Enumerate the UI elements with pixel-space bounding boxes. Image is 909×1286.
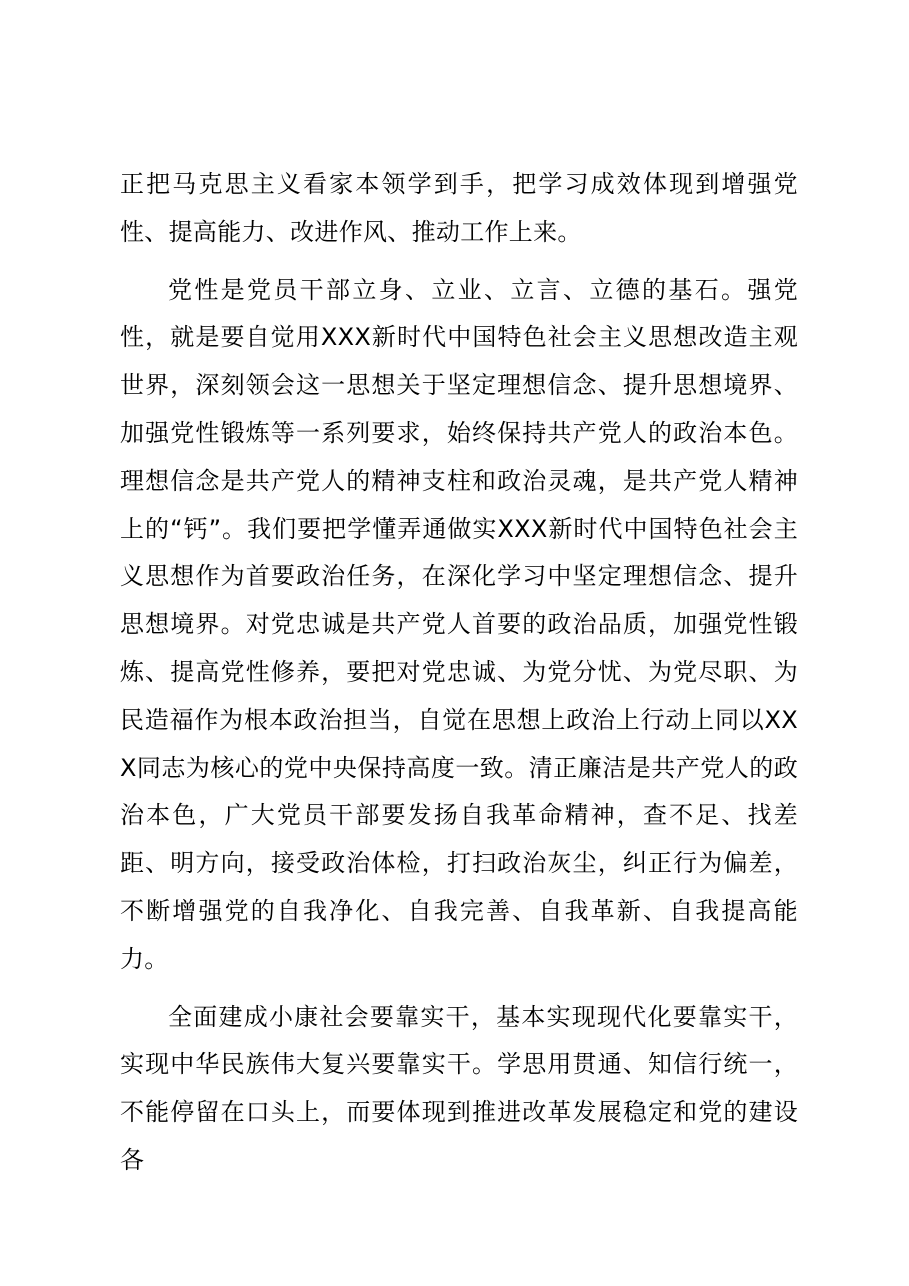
paragraph-practical-work: 全面建成小康社会要靠实干，基本实现现代化要靠实干，实现中华民族伟大复兴要靠实干。学思用贯通、知信行统一，不能停留在口头上，而要体现到推进改革发展稳定和党的建设各 [120,1002,798,1174]
document-body [120,161,798,1185]
paragraph-continuation: 正把马克思主义看家本领学到手，把学习成效体现到增强党性、提高能力、改进作风、推动工作上来。 [120,170,798,246]
paragraph-party-spirit: 党性是党员干部立身、立业、立言、立德的基石。强党性，就是要自觉用XXX新时代中国特色社会主义思想改造主观世界，深刻领会这一思想关于坚定理想信念、提升思想境界、加强党性锻炼等一系列要求，始终保持共产党人的政治本色。理想信念是共产党人的精神支柱和政治灵魂，是共产党人精神上的“钙”。我们要把学懂弄通做实XXX新时代中国特色社会主义思想作为首要政治任务，在深化学习中坚定理想信念、提升思想境界。对党忠诚是共产党人首要的政治品质，加强党性锻炼、提高党性修养，要把对党忠诚、为党分忧、为党尽职、为民造福作为根本政治担当，自觉在思想上政治上行动上同以XXX同志为核心的党中央保持高度一致。清正廉洁是共产党人的政治本色，广大党员干部要发扬自我革命精神，查不足、找差距、明方向，接受政治体检，打扫政治灰尘，纠正行为偏差，不断增强党的自我净化、自我完善、自我革新、自我提高能力。 [120,275,798,973]
